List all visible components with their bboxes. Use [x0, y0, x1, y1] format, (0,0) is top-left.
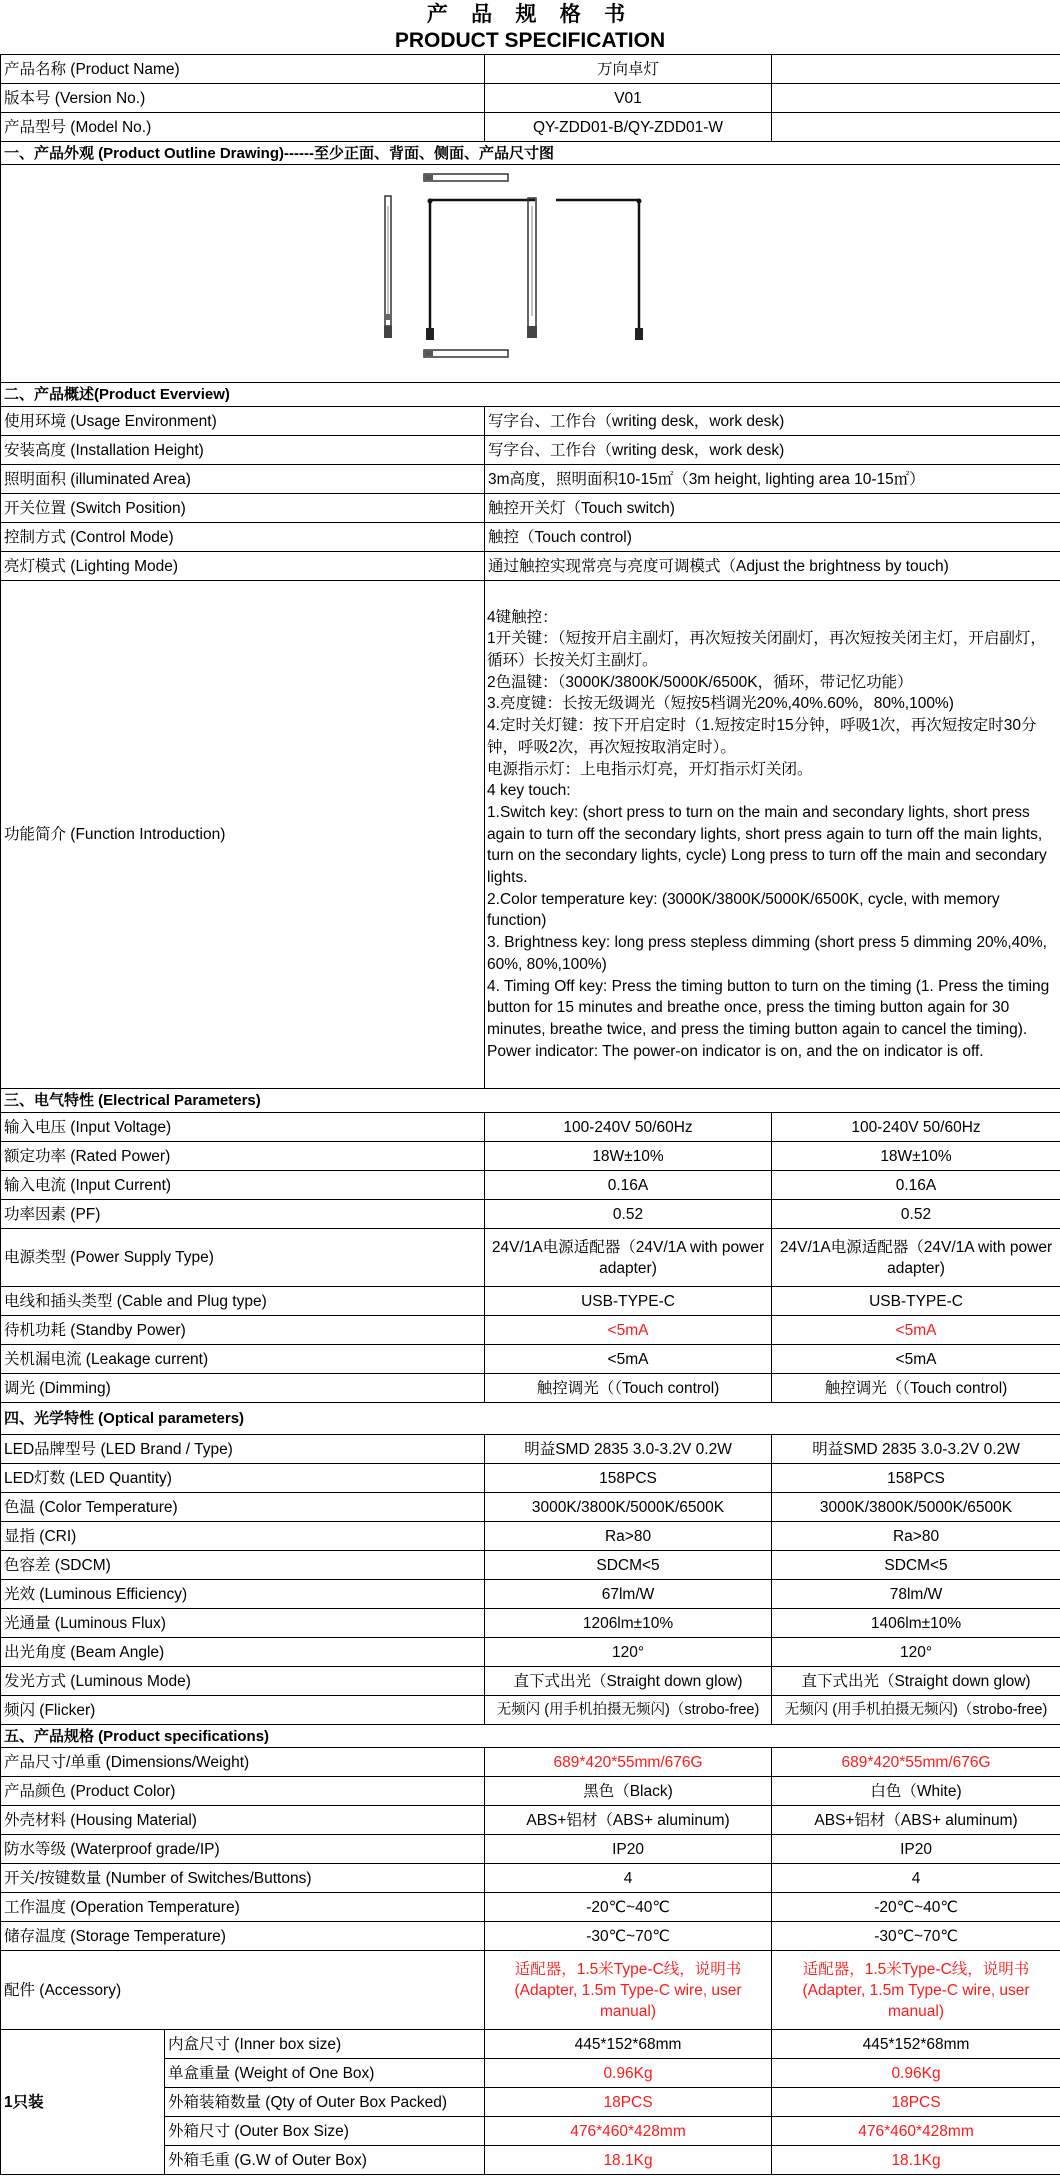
rated-power-label: 额定功率 (Rated Power) — [1, 1142, 485, 1171]
row-lighting-mode — [1, 552, 1060, 581]
row-pf — [1, 1200, 1060, 1229]
row-beam-angle — [1, 1638, 1060, 1667]
control-mode-label: 控制方式 (Control Mode) — [1, 523, 485, 552]
flicker-label: 频闪 (Flicker) — [1, 1696, 485, 1725]
outer-box-size-label: 外箱尺寸 (Outer Box Size) — [165, 2117, 485, 2146]
product-outline-drawing — [1, 166, 1060, 382]
cri-label: 显指 (CRI) — [1, 1522, 485, 1551]
control-mode-value: 触控（Touch control) — [485, 523, 1060, 552]
accessory-label: 配件 (Accessory) — [1, 1951, 485, 2030]
row-outline-drawing — [1, 165, 1060, 383]
inner-box-size-white: 445*152*68mm — [772, 2030, 1060, 2059]
flicker-black: 无频闪 (用手机拍摄无频闪)（strobo-free) — [485, 1696, 772, 1725]
beam-angle-label: 出光角度 (Beam Angle) — [1, 1638, 485, 1667]
row-color-temperature — [1, 1493, 1060, 1522]
function-line: 电源指示灯：上电指示灯亮，开灯指示灯关闭。 — [487, 760, 813, 778]
rated-power-white: 18W±10% — [772, 1142, 1060, 1171]
function-introduction-label: 功能简介 (Function Introduction) — [1, 581, 485, 1089]
power-supply-type-black: 24V/1A电源适配器（24V/1A with power adapter) — [485, 1229, 772, 1287]
dimensions-label: 产品尺寸/单重 (Dimensions/Weight) — [1, 1748, 485, 1777]
usage-environment-value: 写字台、工作台（writing desk，work desk) — [485, 407, 1060, 436]
row-housing-material — [1, 1806, 1060, 1835]
row-switch-count — [1, 1864, 1060, 1893]
led-quantity-white: 158PCS — [772, 1464, 1060, 1493]
cri-black: Ra>80 — [485, 1522, 772, 1551]
title-english: PRODUCT SPECIFICATION — [394, 29, 666, 52]
lighting-mode-label: 亮灯模式 (Lighting Mode) — [1, 552, 485, 581]
row-waterproof — [1, 1835, 1060, 1864]
row-dimming — [1, 1374, 1060, 1403]
section-overview-title: 二、产品概述(Product Everview) — [1, 383, 1060, 407]
row-model — [1, 113, 1060, 142]
function-line: 3.亮度键：长按无级调光（短按5档调光20%,40%.60%，80%,100%) — [487, 695, 954, 713]
section-electrical — [1, 1089, 1060, 1113]
front-view — [426, 198, 535, 340]
row-led-brand — [1, 1435, 1060, 1464]
pf-label: 功率因素 (PF) — [1, 1200, 485, 1229]
dimming-white: 触控调光（（Touch control) — [772, 1374, 1060, 1403]
outer-box-qty-black: 18PCS — [485, 2088, 772, 2117]
illuminated-area-label: 照明面积 (illuminated Area) — [1, 465, 485, 494]
row-led-quantity — [1, 1464, 1060, 1493]
input-current-label: 输入电流 (Input Current) — [1, 1171, 485, 1200]
product-color-label: 产品颜色 (Product Color) — [1, 1777, 485, 1806]
bottom-view — [424, 350, 508, 357]
dimensions-black: 689*420*55mm/676G — [485, 1748, 772, 1777]
led-quantity-label: LED灯数 (LED Quantity) — [1, 1464, 485, 1493]
packing-group-label: 1只装 — [1, 2030, 165, 2175]
function-line: 4.定时关灯键：按下开启定时（1.短按定时15分钟，呼吸1次，再次短按定时30分钟，呼吸2次，再次短按取消定时）。 — [487, 717, 1037, 756]
outer-box-weight-black: 18.1Kg — [485, 2146, 772, 2175]
product-name-value: 万向卓灯 — [485, 55, 772, 84]
pf-white: 0.52 — [772, 1200, 1060, 1229]
luminous-flux-label: 光通量 (Luminous Flux) — [1, 1609, 485, 1638]
luminous-flux-black: 1206lm±10% — [485, 1609, 772, 1638]
leakage-current-label: 关机漏电流 (Leakage current) — [1, 1345, 485, 1374]
function-line: 4 key touch: — [487, 782, 571, 800]
row-dimensions — [1, 1748, 1060, 1777]
flicker-white: 无频闪 (用手机拍摄无频闪)（strobo-free) — [772, 1696, 1060, 1725]
outer-box-weight-white: 18.1Kg — [772, 2146, 1060, 2175]
version-label: 版本号 (Version No.) — [1, 84, 485, 113]
section-optical — [1, 1403, 1060, 1435]
cri-white: Ra>80 — [772, 1522, 1060, 1551]
outer-box-size-black: 476*460*428mm — [485, 2117, 772, 2146]
luminous-efficiency-white: 78lm/W — [772, 1580, 1060, 1609]
spec-table — [0, 54, 1060, 2175]
row-version — [1, 84, 1060, 113]
cable-plug-white: USB-TYPE-C — [772, 1287, 1060, 1316]
housing-material-label: 外壳材料 (Housing Material) — [1, 1806, 485, 1835]
dimming-label: 调光 (Dimming) — [1, 1374, 485, 1403]
row-accessory — [1, 1951, 1060, 2030]
section-electrical-title: 三、电气特性 (Electrical Parameters) — [1, 1089, 1060, 1113]
standby-power-label: 待机功耗 (Standby Power) — [1, 1316, 485, 1345]
storage-temperature-white: -30℃~70℃ — [772, 1922, 1060, 1951]
row-power-supply-type — [1, 1229, 1060, 1287]
row-rated-power — [1, 1142, 1060, 1171]
usage-environment-label: 使用环境 (Usage Environment) — [1, 407, 485, 436]
installation-height-label: 安装高度 (Installation Height) — [1, 436, 485, 465]
power-supply-type-white: 24V/1A电源适配器（24V/1A with power adapter) — [772, 1229, 1060, 1287]
pf-black: 0.52 — [485, 1200, 772, 1229]
operation-temperature-white: -20℃~40℃ — [772, 1893, 1060, 1922]
storage-temperature-black: -30℃~70℃ — [485, 1922, 772, 1951]
standby-power-white: <5mA — [772, 1316, 1060, 1345]
section-spec-title: 五、产品规格 (Product specifications) — [1, 1725, 1060, 1748]
input-current-white: 0.16A — [772, 1171, 1060, 1200]
housing-material-white: ABS+铝材（ABS+ aluminum) — [772, 1806, 1060, 1835]
inner-box-size-black: 445*152*68mm — [485, 2030, 772, 2059]
switch-position-label: 开关位置 (Switch Position) — [1, 494, 485, 523]
accessory-white: 适配器，1.5米Type-C线，说明书(Adapter, 1.5m Type-C wire, user manual) — [772, 1951, 1060, 2030]
cable-plug-label: 电线和插头类型 (Cable and Plug type) — [1, 1287, 485, 1316]
section-overview — [1, 383, 1060, 407]
row-installation-height — [1, 436, 1060, 465]
row-inner-box-size — [1, 2030, 1060, 2059]
switch-count-black: 4 — [485, 1864, 772, 1893]
waterproof-label: 防水等级 (Waterproof grade/IP) — [1, 1835, 485, 1864]
operation-temperature-black: -20℃~40℃ — [485, 1893, 772, 1922]
lighting-mode-value: 通过触控实现常亮与亮度可调模式（Adjust the brightness by touch) — [485, 552, 1060, 581]
row-switch-position — [1, 494, 1060, 523]
outer-box-weight-label: 外箱毛重 (G.W of Outer Box) — [165, 2146, 485, 2175]
outer-box-qty-white: 18PCS — [772, 2088, 1060, 2117]
function-line: 4键触控： — [487, 608, 558, 626]
row-input-voltage — [1, 1113, 1060, 1142]
housing-material-black: ABS+铝材（ABS+ aluminum) — [485, 1806, 772, 1835]
lamp-views-svg — [1, 166, 1059, 382]
row-storage-temperature — [1, 1922, 1060, 1951]
waterproof-white: IP20 — [772, 1835, 1060, 1864]
side-view-center — [527, 198, 537, 338]
section-spec — [1, 1725, 1060, 1748]
row-operation-temperature — [1, 1893, 1060, 1922]
version-value: V01 — [485, 84, 772, 113]
luminous-mode-white: 直下式出光（Straight down glow) — [772, 1667, 1060, 1696]
row-luminous-mode — [1, 1667, 1060, 1696]
color-temperature-label: 色温 (Color Temperature) — [1, 1493, 485, 1522]
luminous-efficiency-black: 67lm/W — [485, 1580, 772, 1609]
waterproof-black: IP20 — [485, 1835, 772, 1864]
input-current-black: 0.16A — [485, 1171, 772, 1200]
beam-angle-black: 120° — [485, 1638, 772, 1667]
row-cable-plug — [1, 1287, 1060, 1316]
top-view — [424, 174, 508, 181]
led-brand-label: LED品牌型号 (LED Brand / Type) — [1, 1435, 485, 1464]
leakage-current-black: <5mA — [485, 1345, 772, 1374]
row-product-name — [1, 55, 1060, 84]
standby-power-black: <5mA — [485, 1316, 772, 1345]
color-temperature-white: 3000K/3800K/5000K/6500K — [772, 1493, 1060, 1522]
dimensions-white: 689*420*55mm/676G — [772, 1748, 1060, 1777]
row-standby-power — [1, 1316, 1060, 1345]
accessory-black: 适配器，1.5米Type-C线，说明书(Adapter, 1.5m Type-C wire, user manual) — [485, 1951, 772, 2030]
sdcm-black: SDCM<5 — [485, 1551, 772, 1580]
input-voltage-white: 100-240V 50/60Hz — [772, 1113, 1060, 1142]
input-voltage-black: 100-240V 50/60Hz — [485, 1113, 772, 1142]
outer-box-qty-label: 外箱装箱数量 (Qty of Outer Box Packed) — [165, 2088, 485, 2117]
model-value: QY-ZDD01-B/QY-ZDD01-W — [485, 113, 772, 142]
product-color-black: 黑色（Black) — [485, 1777, 772, 1806]
inner-box-size-label: 内盒尺寸 (Inner box size) — [165, 2030, 485, 2059]
led-brand-white: 明益SMD 2835 3.0-3.2V 0.2W — [772, 1435, 1060, 1464]
row-luminous-efficiency — [1, 1580, 1060, 1609]
row-leakage-current — [1, 1345, 1060, 1374]
luminous-mode-label: 发光方式 (Luminous Mode) — [1, 1667, 485, 1696]
box-weight-label: 单盒重量 (Weight of One Box) — [165, 2059, 485, 2088]
input-voltage-label: 输入电压 (Input Voltage) — [1, 1113, 485, 1142]
function-introduction-text — [485, 581, 1060, 1089]
function-line: 1.Switch key: (short press to turn on the main and secondary lights, short press again to turn off the secondary lights, short press again to turn off the main lights, turn on the secondary lights, cycle) Long press to turn off the main and secondary lights. — [487, 803, 1047, 887]
luminous-flux-white: 1406lm±10% — [772, 1609, 1060, 1638]
product-name-label: 产品名称 (Product Name) — [1, 55, 485, 84]
row-function-introduction — [1, 581, 1060, 1089]
row-control-mode — [1, 523, 1060, 552]
empty-cell — [772, 55, 1060, 84]
led-brand-black: 明益SMD 2835 3.0-3.2V 0.2W — [485, 1435, 772, 1464]
rated-power-black: 18W±10% — [485, 1142, 772, 1171]
luminous-mode-black: 直下式出光（Straight down glow) — [485, 1667, 772, 1696]
side-view-left — [384, 196, 392, 338]
row-product-color — [1, 1777, 1060, 1806]
cable-plug-black: USB-TYPE-C — [485, 1287, 772, 1316]
row-flicker — [1, 1696, 1060, 1725]
section-optical-title: 四、光学特性 (Optical parameters) — [1, 1403, 1060, 1435]
illuminated-area-value: 3m高度，照明面积10-15㎡（3m height, lighting area 10-15㎡） — [485, 465, 1060, 494]
row-input-current — [1, 1171, 1060, 1200]
installation-height-value: 写字台、工作台（writing desk，work desk) — [485, 436, 1060, 465]
box-weight-white: 0.96Kg — [772, 2059, 1060, 2088]
function-line: 3. Brightness key: long press stepless dimming (short press 5 dimming 20%,40%, 60%, 80%,100%) — [487, 934, 1047, 973]
leakage-current-white: <5mA — [772, 1345, 1060, 1374]
row-cri — [1, 1522, 1060, 1551]
row-luminous-flux — [1, 1609, 1060, 1638]
outer-box-size-white: 476*460*428mm — [772, 2117, 1060, 2146]
led-quantity-black: 158PCS — [485, 1464, 772, 1493]
function-line: 4. Timing Off key: Press the timing button to turn on the timing (1. Press the timing button for 15 minutes and breathe once, press the timing button again for 30 minutes, breathe twice, and press the timing button again to cancel the timing). — [487, 977, 1050, 1038]
back-view — [556, 198, 643, 340]
luminous-efficiency-label: 光效 (Luminous Efficiency) — [1, 1580, 485, 1609]
title-chinese: 产 品 规 格 书 — [426, 2, 634, 26]
model-label: 产品型号 (Model No.) — [1, 113, 485, 142]
dimming-black: 触控调光（（Touch control) — [485, 1374, 772, 1403]
color-temperature-black: 3000K/3800K/5000K/6500K — [485, 1493, 772, 1522]
function-line: 1开关键：（短按开启主副灯，再次短按关闭副灯，再次短按关闭主灯，开启副灯，循环）长按关灯主副灯。 — [487, 630, 1046, 670]
row-sdcm — [1, 1551, 1060, 1580]
empty-cell — [772, 113, 1060, 142]
switch-count-label: 开关/按键数量 (Number of Switches/Buttons) — [1, 1864, 485, 1893]
section-outline-title: 一、产品外观 (Product Outline Drawing)------至少正面、背面、侧面、产品尺寸图 — [1, 142, 1060, 165]
product-color-white: 白色（White) — [772, 1777, 1060, 1806]
switch-position-value: 触控开关灯（Touch switch) — [485, 494, 1060, 523]
section-outline — [1, 142, 1060, 165]
row-usage-environment — [1, 407, 1060, 436]
operation-temperature-label: 工作温度 (Operation Temperature) — [1, 1893, 485, 1922]
storage-temperature-label: 储存温度 (Storage Temperature) — [1, 1922, 485, 1951]
sdcm-label: 色容差 (SDCM) — [1, 1551, 485, 1580]
row-illuminated-area — [1, 465, 1060, 494]
power-supply-type-label: 电源类型 (Power Supply Type) — [1, 1229, 485, 1287]
box-weight-black: 0.96Kg — [485, 2059, 772, 2088]
sdcm-white: SDCM<5 — [772, 1551, 1060, 1580]
empty-cell — [772, 84, 1060, 113]
switch-count-white: 4 — [772, 1864, 1060, 1893]
beam-angle-white: 120° — [772, 1638, 1060, 1667]
function-line: 2.Color temperature key: (3000K/3800K/5000K/6500K, cycle, with memory function) — [487, 890, 1000, 930]
function-line: Power indicator: The power-on indicator is on, and the on indicator is off. — [487, 1042, 984, 1060]
function-line: 2色温键：（3000K/3800K/5000K/6500K，循环，带记忆功能） — [487, 673, 913, 691]
